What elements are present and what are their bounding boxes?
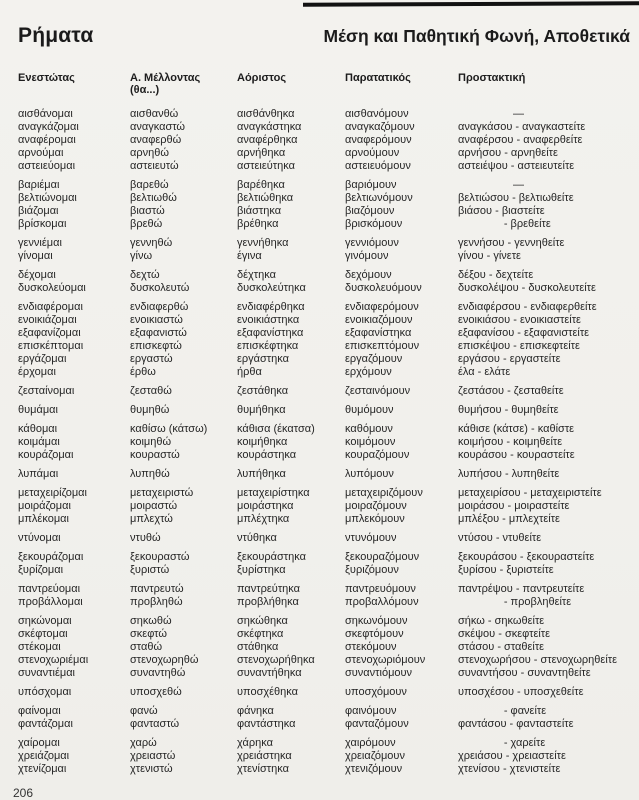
cell-present: φαντάζομαι [18, 718, 73, 730]
cell-future: γίνω [130, 250, 153, 262]
cell-aorist: κάθισα (έκατσα) [237, 423, 315, 435]
verb-group [18, 705, 639, 731]
cell-imperfect: στενοχωριόμουν [345, 654, 426, 666]
cell-future: ντυθώ [130, 532, 161, 544]
cell-future: φανώ [130, 705, 158, 717]
cell-imperfect: ερχόμουν [345, 366, 392, 378]
cell-aorist: φαντάστηκα [237, 718, 296, 730]
cell-present: μεταχειρίζομαι [18, 487, 87, 499]
cell-aorist: συναντήθηκα [237, 667, 302, 679]
cell-future: συναντηθώ [130, 667, 186, 679]
cell-imperative: βιάσου - βιαστείτε [458, 205, 545, 217]
cell-future: ξεκουραστώ [130, 551, 190, 563]
scan-edge-artifact [303, 1, 639, 6]
table-row [18, 583, 639, 596]
cell-imperative: κουράσου - κουραστείτε [458, 449, 575, 461]
cell-imperative: — [458, 179, 525, 191]
verb-group [18, 404, 639, 417]
verb-group [18, 532, 639, 545]
cell-present: αστειεύομαι [18, 160, 76, 172]
cell-imperative: δυσκολέψου - δυσκολευτείτε [458, 282, 596, 294]
table-row [18, 763, 639, 776]
cell-aorist: στάθηκα [237, 641, 279, 653]
cell-imperfect: ζεσταινόμουν [345, 385, 411, 397]
cell-aorist: εξαφανίστηκα [237, 327, 304, 339]
verb-group [18, 583, 639, 609]
cell-imperfect: χαιρόμουν [345, 737, 396, 749]
table-row [18, 423, 639, 436]
cell-future: γεννηθώ [130, 237, 173, 249]
verb-group [18, 269, 639, 295]
table-row [18, 301, 639, 314]
cell-imperfect: εξαφανίστηκα [345, 327, 412, 339]
cell-future: σταθώ [130, 641, 163, 653]
verb-group [18, 686, 639, 699]
table-row [18, 237, 639, 250]
cell-present: σηκώνομαι [18, 615, 72, 627]
page-number: 206 [13, 786, 34, 800]
cell-aorist: έγινα [237, 250, 262, 262]
cell-imperfect: μοιραζόμουν [345, 500, 407, 512]
cell-imperfect: δεχόμουν [345, 269, 392, 281]
cell-imperative: μοιράσου - μοιραστείτε [458, 500, 570, 512]
cell-aorist: μεταχειρίστηκα [237, 487, 310, 499]
cell-imperative: παντρέψου - παντρευτείτε [458, 583, 585, 595]
cell-present: παντρεύομαι [18, 583, 81, 595]
cell-future: δυσκολευτώ [130, 282, 190, 294]
table-row [18, 532, 639, 545]
cell-future: προβληθώ [130, 596, 183, 608]
column-header: Παρατατικός [345, 72, 411, 84]
verb-group [18, 551, 639, 577]
cell-imperative: εξαφανίσου - εξαφανιστείτε [458, 327, 590, 339]
cell-future: αναφερθώ [130, 134, 182, 146]
cell-imperfect: αναφερόμουν [345, 134, 412, 146]
cell-present: εργάζομαι [18, 353, 67, 365]
table-row [18, 314, 639, 327]
cell-imperative: αναγκάσου - αναγκαστείτε [458, 121, 586, 133]
cell-aorist: λυπήθηκα [237, 468, 286, 480]
cell-imperative: γίνου - γίνετε [458, 250, 521, 262]
cell-imperfect: κοιμόμουν [345, 436, 396, 448]
cell-present: λυπάμαι [18, 468, 59, 480]
cell-aorist: ζεστάθηκα [237, 385, 289, 397]
cell-aorist: βρέθηκα [237, 218, 279, 230]
cell-imperative: φαντάσου - φανταστείτε [458, 718, 574, 730]
cell-imperative: εργάσου - εργαστείτε [458, 353, 561, 365]
verb-group [18, 179, 639, 231]
cell-future: κουραστώ [130, 449, 180, 461]
cell-imperative: έλα - ελάτε [458, 366, 511, 378]
cell-aorist: εργάστηκα [237, 353, 289, 365]
cell-present: βελτιώνομαι [18, 192, 77, 204]
cell-present: δέχομαι [18, 269, 56, 281]
cell-imperfect: αισθανόμουν [345, 108, 409, 120]
cell-future: σηκωθώ [130, 615, 172, 627]
cell-imperfect: λυπόμουν [345, 468, 394, 480]
verb-group [18, 615, 639, 680]
cell-imperative: ενοικιάσου - ενοικιαστείτε [458, 314, 581, 326]
table-row [18, 487, 639, 500]
cell-present: ενοικιάζομαι [18, 314, 77, 326]
cell-aorist: κοιμήθηκα [237, 436, 288, 448]
table-row [18, 615, 639, 628]
cell-imperfect: σηκωνόμουν [345, 615, 408, 627]
table-row [18, 468, 639, 481]
table-row [18, 718, 639, 731]
cell-present: χαίρομαι [18, 737, 60, 749]
table-header [18, 72, 639, 96]
cell-future: κοιμηθώ [130, 436, 172, 448]
cell-future: αρνηθώ [130, 147, 169, 159]
cell-imperfect: χτενιζόμουν [345, 763, 403, 775]
cell-imperative: στενοχωρήσου - στενοχωρηθείτε [458, 654, 618, 666]
cell-imperative: - χαρείτε [458, 737, 546, 749]
cell-imperative: - βρεθείτε [458, 218, 551, 230]
cell-future: λυπηθώ [130, 468, 170, 480]
cell-aorist: δέχτηκα [237, 269, 276, 281]
table-row [18, 667, 639, 680]
cell-present: μοιράζομαι [18, 500, 71, 512]
cell-future: υποσχεθώ [130, 686, 182, 698]
cell-imperfect: βαριόμουν [345, 179, 397, 191]
cell-present: δυσκολεύομαι [18, 282, 86, 294]
table-row [18, 353, 639, 366]
cell-imperfect: φανταζόμουν [345, 718, 409, 730]
section-title: Μέση και Παθητική Φωνή, Αποθετικά [323, 26, 630, 46]
table-row [18, 160, 639, 173]
cell-imperative: μεταχειρίσου - μεταχειριστείτε [458, 487, 602, 499]
cell-future: αναγκαστώ [130, 121, 186, 133]
verb-group [18, 237, 639, 263]
cell-imperative: ενδιαφέρσου - ενδιαφερθείτε [458, 301, 597, 313]
table-row [18, 737, 639, 750]
cell-present: κάθομαι [18, 423, 58, 435]
cell-future: δεχτώ [130, 269, 160, 281]
cell-imperfect: βρισκόμουν [345, 218, 403, 230]
table-row [18, 205, 639, 218]
cell-aorist: ξεκουράστηκα [237, 551, 306, 563]
table-row [18, 500, 639, 513]
cell-aorist: υποσχέθηκα [237, 686, 298, 698]
cell-aorist: βελτιώθηκα [237, 192, 294, 204]
cell-imperfect: καθόμουν [345, 423, 393, 435]
cell-aorist: θυμήθηκα [237, 404, 286, 416]
cell-imperfect: κουραζόμουν [345, 449, 410, 461]
cell-imperfect: γεννιόμουν [345, 237, 399, 249]
cell-present: βιάζομαι [18, 205, 59, 217]
cell-imperative: - φανείτε [458, 705, 547, 717]
cell-imperative: κοιμήσου - κοιμηθείτε [458, 436, 563, 448]
cell-aorist: χρειάστηκα [237, 750, 292, 762]
cell-aorist: προβλήθηκα [237, 596, 299, 608]
table-row [18, 404, 639, 417]
cell-imperfect: υποσχόμουν [345, 686, 407, 698]
cell-future: αισθανθώ [130, 108, 179, 120]
table-row [18, 686, 639, 699]
table-row [18, 192, 639, 205]
cell-future: έρθω [130, 366, 156, 378]
table-row [18, 628, 639, 641]
cell-imperative: ξεκουράσου - ξεκουραστείτε [458, 551, 595, 563]
table-row [18, 108, 639, 121]
table-row [18, 282, 639, 295]
cell-future: καθίσω (κάτσω) [130, 423, 208, 435]
cell-aorist: βαρέθηκα [237, 179, 285, 191]
cell-aorist: αστειεύτηκα [237, 160, 295, 172]
cell-future: βρεθώ [130, 218, 163, 230]
cell-future: θυμηθώ [130, 404, 170, 416]
cell-present: μπλέκομαι [18, 513, 69, 525]
cell-imperfect: εργαζόμουν [345, 353, 403, 365]
cell-aorist: δυσκολεύτηκα [237, 282, 306, 294]
verb-group [18, 385, 639, 398]
cell-future: βαρεθώ [130, 179, 169, 191]
cell-aorist: ξυρίστηκα [237, 564, 286, 576]
cell-imperative: σκέψου - σκεφτείτε [458, 628, 551, 640]
table-row [18, 327, 639, 340]
cell-imperative: γεννήσου - γεννηθείτε [458, 237, 565, 249]
table-row [18, 269, 639, 282]
verb-group [18, 108, 639, 173]
column-header: Αόριστος [237, 72, 287, 84]
cell-future: φανταστώ [130, 718, 180, 730]
verb-group [18, 423, 639, 462]
cell-imperfect: επισκεπτόμουν [345, 340, 420, 352]
column-header: Προστακτική [458, 72, 526, 84]
cell-present: συναντιέμαι [18, 667, 75, 679]
cell-imperative: χρειάσου - χρειαστείτε [458, 750, 566, 762]
cell-present: χτενίζομαι [18, 763, 67, 775]
column-header: Α. Μέλλοντας (θα...) [130, 72, 201, 96]
cell-present: ζεσταίνομαι [18, 385, 75, 397]
table-row [18, 641, 639, 654]
column-header: Ενεστώτας [18, 72, 75, 84]
cell-future: ζεσταθώ [130, 385, 172, 397]
cell-present: επισκέπτομαι [18, 340, 84, 352]
verb-table [18, 108, 639, 776]
cell-present: αισθάνομαι [18, 108, 73, 120]
cell-imperfect: ενοικιαζόμουν [345, 314, 413, 326]
cell-aorist: αναφέρθηκα [237, 134, 298, 146]
table-row [18, 449, 639, 462]
table-row [18, 179, 639, 192]
table-row [18, 513, 639, 526]
cell-imperative: - προβληθείτε [458, 596, 572, 608]
cell-aorist: επισκέφτηκα [237, 340, 299, 352]
cell-imperative: — [458, 108, 525, 120]
cell-aorist: φάνηκα [237, 705, 274, 717]
table-row [18, 564, 639, 577]
table-row [18, 340, 639, 353]
cell-future: βιαστώ [130, 205, 165, 217]
table-row [18, 654, 639, 667]
title-row [18, 24, 639, 48]
cell-imperfect: αστειευόμουν [345, 160, 411, 172]
cell-imperfect: μεταχειριζόμουν [345, 487, 423, 499]
cell-aorist: μοιράστηκα [237, 500, 294, 512]
cell-imperative: ζεστάσου - ζεσταθείτε [458, 385, 564, 397]
cell-future: παντρευτώ [130, 583, 184, 595]
cell-aorist: χτενίστηκα [237, 763, 289, 775]
cell-imperfect: συναντιόμουν [345, 667, 413, 679]
table-row [18, 596, 639, 609]
table-row [18, 436, 639, 449]
cell-future: χτενιστώ [130, 763, 173, 775]
cell-future: στενοχωρηθώ [130, 654, 199, 666]
cell-present: εξαφανίζομαι [18, 327, 81, 339]
cell-aorist: σκέφτηκα [237, 628, 284, 640]
cell-aorist: αναγκάστηκα [237, 121, 302, 133]
cell-imperfect: ντυνόμουν [345, 532, 397, 544]
cell-aorist: παντρεύτηκα [237, 583, 301, 595]
cell-present: ντύνομαι [18, 532, 61, 544]
cell-future: εξαφανιστώ [130, 327, 187, 339]
cell-imperfect: ξεκουραζόμουν [345, 551, 420, 563]
cell-aorist: στενοχωρήθηκα [237, 654, 315, 666]
cell-aorist: ενοικιάστηκα [237, 314, 300, 326]
cell-present: φαίνομαι [18, 705, 61, 717]
cell-present: προβάλλομαι [18, 596, 83, 608]
table-row [18, 250, 639, 263]
cell-future: αστειευτώ [130, 160, 179, 172]
cell-aorist: γεννήθηκα [237, 237, 289, 249]
cell-future: ξυριστώ [130, 564, 170, 576]
cell-imperative: αρνήσου - αρνηθείτε [458, 147, 558, 159]
table-row [18, 551, 639, 564]
cell-present: ενδιαφέρομαι [18, 301, 83, 313]
cell-present: γίνομαι [18, 250, 53, 262]
cell-present: βρίσκομαι [18, 218, 67, 230]
verb-group [18, 468, 639, 481]
cell-future: μπλεχτώ [130, 513, 173, 525]
verb-group [18, 487, 639, 526]
cell-aorist: βιάστηκα [237, 205, 282, 217]
cell-imperfect: σκεφτόμουν [345, 628, 404, 640]
cell-present: κοιμάμαι [18, 436, 60, 448]
cell-imperative: αστειέψου - αστειευτείτε [458, 160, 575, 172]
cell-imperfect: ξυριζόμουν [345, 564, 399, 576]
cell-imperfect: χρειαζόμουν [345, 750, 405, 762]
cell-imperative: ξυρίσου - ξυριστείτε [458, 564, 554, 576]
cell-imperative: αναφέρσου - αναφερθείτε [458, 134, 583, 146]
cell-present: βαριέμαι [18, 179, 60, 191]
cell-imperfect: αρνούμουν [345, 147, 400, 159]
cell-present: γεννιέμαι [18, 237, 62, 249]
cell-imperative: θυμήσου - θυμηθείτε [458, 404, 559, 416]
verb-group [18, 301, 639, 379]
cell-imperative: σήκω - σηκωθείτε [458, 615, 545, 627]
cell-imperative: συναντήσου - συναντηθείτε [458, 667, 591, 679]
cell-future: χρειαστώ [130, 750, 176, 762]
cell-imperfect: θυμόμουν [345, 404, 394, 416]
cell-future: ενδιαφερθώ [130, 301, 189, 313]
cell-imperative: δέξου - δεχτείτε [458, 269, 534, 281]
cell-imperfect: παντρευόμουν [345, 583, 416, 595]
cell-imperative: στάσου - σταθείτε [458, 641, 545, 653]
cell-imperative: χτενίσου - χτενιστείτε [458, 763, 561, 775]
cell-imperfect: γινόμουν [345, 250, 389, 262]
cell-aorist: κουράστηκα [237, 449, 297, 461]
table-row [18, 134, 639, 147]
cell-present: αναγκάζομαι [18, 121, 79, 133]
cell-present: ξεκουράζομαι [18, 551, 84, 563]
cell-imperative: βελτιώσου - βελτιωθείτε [458, 192, 574, 204]
cell-aorist: αισθάνθηκα [237, 108, 295, 120]
cell-present: σκέφτομαι [18, 628, 68, 640]
table-row [18, 218, 639, 231]
cell-imperfect: προβαλλόμουν [345, 596, 419, 608]
cell-imperative: υποσχέσου - υποσχεθείτε [458, 686, 584, 698]
cell-present: αναφέρομαι [18, 134, 76, 146]
cell-future: ενοικιαστώ [130, 314, 183, 326]
cell-future: βελτιωθώ [130, 192, 177, 204]
cell-imperfect: βιαζόμουν [345, 205, 395, 217]
cell-present: ξυρίζομαι [18, 564, 64, 576]
cell-imperfect: δυσκολευόμουν [345, 282, 422, 294]
verb-group [18, 737, 639, 776]
cell-imperfect: βελτιωνόμουν [345, 192, 413, 204]
table-row [18, 385, 639, 398]
cell-present: έρχομαι [18, 366, 56, 378]
cell-imperfect: ενδιαφερόμουν [345, 301, 419, 313]
cell-future: μεταχειριστώ [130, 487, 194, 499]
cell-imperative: κάθισε (κάτσε) - καθίστε [458, 423, 575, 435]
cell-present: υπόσχομαι [18, 686, 72, 698]
cell-aorist: ήρθα [237, 366, 262, 378]
cell-present: αρνούμαι [18, 147, 64, 159]
cell-imperative: επισκέψου - επισκεφτείτε [458, 340, 580, 352]
cell-imperative: μπλέξου - μπλεχτείτε [458, 513, 560, 525]
cell-imperfect: στεκόμουν [345, 641, 397, 653]
cell-future: επισκεφτώ [130, 340, 182, 352]
cell-present: στενοχωριέμαι [18, 654, 89, 666]
cell-future: εργαστώ [130, 353, 173, 365]
cell-imperfect: αναγκαζόμουν [345, 121, 415, 133]
cell-imperfect: μπλεκόμουν [345, 513, 405, 525]
page-title: Ρήματα [18, 24, 94, 47]
cell-future: μοιραστώ [130, 500, 178, 512]
cell-present: χρειάζομαι [18, 750, 70, 762]
cell-imperative: ντύσου - ντυθείτε [458, 532, 542, 544]
cell-present: στέκομαι [18, 641, 61, 653]
cell-aorist: χάρηκα [237, 737, 273, 749]
cell-present: κουράζομαι [18, 449, 74, 461]
cell-aorist: αρνήθηκα [237, 147, 286, 159]
cell-future: χαρώ [130, 737, 157, 749]
cell-aorist: σηκώθηκα [237, 615, 288, 627]
cell-imperfect: φαινόμουν [345, 705, 397, 717]
cell-imperative: λυπήσου - λυπηθείτε [458, 468, 560, 480]
cell-aorist: μπλέχτηκα [237, 513, 290, 525]
table-row [18, 705, 639, 718]
table-row [18, 750, 639, 763]
cell-future: σκεφτώ [130, 628, 167, 640]
cell-aorist: ενδιαφέρθηκα [237, 301, 305, 313]
table-row [18, 366, 639, 379]
table-row [18, 147, 639, 160]
table-row [18, 121, 639, 134]
cell-present: θυμάμαι [18, 404, 58, 416]
cell-aorist: ντύθηκα [237, 532, 277, 544]
